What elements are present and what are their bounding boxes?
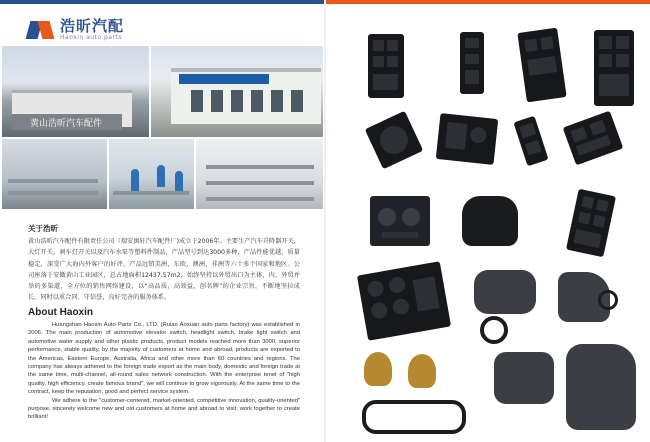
brand-name-en: Haoxin auto parts [60,34,122,41]
warehouse-photo [196,139,323,209]
factory-building-photo [151,46,323,137]
product-serpentine-belt [362,400,466,434]
factory-sign-text: 黄山浩昕汽车配件 [30,119,103,129]
brand-name-cn: 浩昕汽配 [60,17,125,35]
product-window-switch-5 [513,116,548,167]
about-cn-title: 关于浩昕 [28,224,58,233]
product-window-switch-6 [563,111,624,166]
top-accent-bar-orange [325,0,650,4]
factory-entrance-photo [2,46,149,137]
product-window-switch-panel-4 [594,30,634,106]
product-mirror-switch-1 [365,111,423,169]
workshop-photo-2 [109,139,194,209]
product-mirror-switch-2 [436,113,498,165]
page-fold [324,0,326,442]
product-thermostat-1 [364,352,392,386]
brand-logo [28,18,124,42]
product-switch-cover [462,196,518,246]
product-water-outlet-1 [474,270,536,314]
product-water-pump-housing [566,344,636,430]
product-headlight-switch [370,196,430,246]
about-en-paragraph-2: We adhere to the "customer-centered, market-oriented, competitive innovation, quality-oriented" purpose, sincerely welcome new and old customers at home and abroad to visit, work together to create brilliant! [28,397,300,421]
product-window-switch-panel-1 [368,34,404,98]
product-thermostat-2 [408,354,436,388]
workshop-photo-1 [2,139,107,209]
about-en-title: About Haoxin [28,307,93,318]
about-en-body [28,321,300,422]
top-accent-bar-blue [0,0,325,4]
product-gasket-ring [480,316,508,344]
product-window-switch-panel-2 [460,32,484,94]
about-cn-body: 黄山浩昕汽车配件有限责任公司（瑞安奥轩汽车配件厂)成立于2006年。主要生产汽车升降器开关、大灯开关，刹车灯开关以及汽车水泵等塑料件制品，产品型号到达3000多种，产品性能优越，质量稳定，深受广大海内外客户的好评，产品远销美洲，东欧，澳洲，非洲等六十多个国家和地区。公司座落于安徽黄山工业园区，总占地面积12437.57m2，始终坚持以外贸出口为主体，内、外贸并举的多渠道、全方位的销售网络建设，以“高品质，高效益，创名牌”的企业宗旨，不断地坚拉成长，同时以重合同、守信誉，良好完善的服务体系。 [28,238,300,302]
hx-logo-icon [28,19,54,41]
product-window-switch-panel-3 [517,28,566,103]
product-water-outlet-3 [494,352,554,404]
product-window-switch-7 [566,189,616,258]
product-window-switch-8 [357,261,451,341]
product-o-ring [598,290,618,310]
about-en-paragraph-1: Huangshan Haoxin Auto Parts Co., LTD. (Ruian Aoxuan auto parts factory) was established in 2006. The main production of automotive elevator switch, headlight switch, brake light switch and automotive water supply and other plastic products, product models reached more than 3000, superior performance, stable quality, by the majority of customers at home and abroad, products are exported to the Americas, Eastern Europe, Australia, Africa and other more than 60 countries and regions. The company has always adhered to the foreign trade export as the main body, domestic and foreign trade at the same time, multi-channel, all-round sales network construction. With the enterprise tenet of "high quality, high efficiency, create famous brand", we will continue to grow vigorously. At the same time to the contract, keep the reputation, good and perfect service system. [28,322,300,396]
